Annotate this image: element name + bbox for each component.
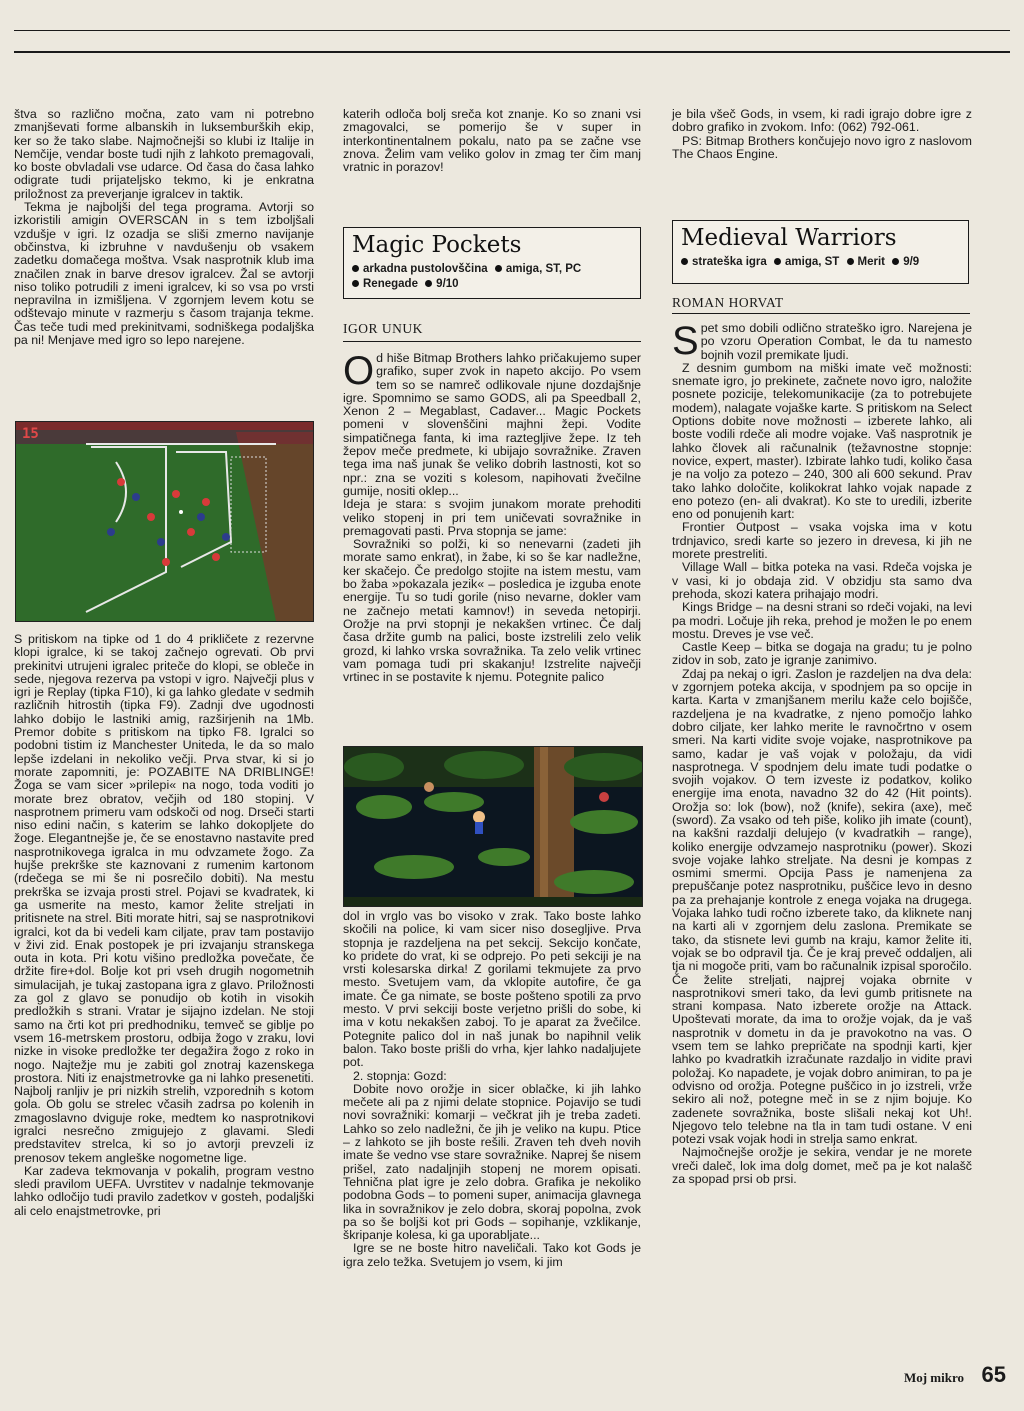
dropcap-o: O — [343, 349, 375, 393]
col3-paragraph-2: PS: Bitmap Brothers končujejo novo igro z naslovom The Chaos Engine. — [672, 133, 972, 161]
col3-paragraph-5: Frontier Outpost – vsaka vojska ima v kotu trdnjavico, sredi karte so jezero in drevesa, ki jih ne morete prestreliti. — [672, 520, 972, 562]
bullet-icon — [892, 258, 899, 265]
col2-paragraph-5: dol in vrglo vas bo visoko v zrak. Tako boste lahko skočili na police, ki vam sicer niso dosegljive. Prva stopnja je razdeljena na pet sekcij. Sekcijo končate, ko pridete do vrat, ki se odprejo. Po peti sekciji je na vrsti kolesarska dirka! Z gorilami tekmujete za prvo mesto. Svetujem vam, da vklopite autofire, če ga imate. Če ga nimate, se boste pošteno spotili za prvo mesto. V prvi sekciji boste verjetno prišli do sobe, ki ima v kotu nekakšen zaboj. To je aparat za žvečilce. Potegnite palico dol in naš junak bo napihnil velik balon. Tako boste prišli do vrha, kjer lahko nadaljujete pot. — [343, 909, 641, 1070]
page-number: 65 — [981, 1362, 1006, 1387]
dropcap-s: S — [672, 319, 699, 363]
magic-pockets-title: Magic Pockets — [352, 232, 522, 258]
article-column-2-lower — [343, 910, 641, 1269]
bullet-icon — [495, 265, 502, 272]
col3-paragraph-4: Z desnim gumbom na miški imate več možnosti: snemate igro, jo prekinete, začnete novo igro, naložite posnete pozicije, telekomunikacije (za to potrebujete modem), nalagate vojaške karte. S pritiskom na Select Options dobite nove možnosti – izberete lahko, ali boste vodili rdeče ali modre vojake. Vaš nasprotnik je lahko človek ali računalnik (težavnostne stopnje: novice, expert, master). Izbirate lahko tudi, koliko časa je na voljo za potezo – 240, 300 ali 600 sekund. Prav tako lahko določite, kolikokrat lahko vojak napade z eno potezo (en- ali dvakrat). Ko ste to uredili, izberite eno od ponujenih kart: — [672, 360, 972, 522]
bullet-icon — [352, 265, 359, 272]
magazine-name: Moj mikro — [903, 1370, 964, 1385]
col3-paragraph-3: Spet smo dobili odlično strateško igro. Narejena je po vzoru Operation Combat, le da tu namesto bojnih vozil premikate ljudi. — [672, 319, 972, 363]
soccer-game-screenshot — [15, 421, 314, 622]
col2-paragraph-7: Dobite novo orožje in sicer oblačke, ki jih lahko mečete ali pa z njimi delate stopnice. Pojavijo se tudi novi sovražniki: komarji – večkrat jih je treba zadeti. Lahko so zelo nadležni, če jih je veliko na kupu. Ptice – z lahkoto se jih boste rešili. Zraven teh dveh novih imate še vedno vse stare sovražnike. Naprej še nisem prišel, zato nadaljnjih stopenj ne morem opisati. Tehnična plat igre je zelo dobra. Grafika je nekoliko podobna Gods – to pomeni super, animacija glavnega lika in sovražnikov je zelo dobra, skoraj popolna, zvok pa so še boljši kot pri Gods – sopihanje, vzklikanje, škripanje kolesa, ki ga uporabljate... — [343, 1081, 641, 1243]
col2-paragraph-4: Sovražniki so polži, ki so nenevarni (zadeti jih morate samo enkrat), in žabe, ki so še kar nadležne, ker skačejo. Če predolgo stojite na istem mestu, vam bo žaba »pokazala jezik« – posledica je izguba enote energije. Tu so tudi gorile (niso nevarne, dokler vam ne začnejo metati kamnov!) in seveda netopirji. Orožje na prvi stopnji je nekakšen vrtinec. Če dalj časa držite gumb na palici, boste izstrelili zelo velik grozd, ki lahko vrska sovražnika. Ta zelo velik vrtinec vam pomaga tudi pri skakanju! Izstrelite največji vrtinec in se postavite k njemu. Potegnite palico — [343, 537, 641, 685]
col2-paragraph-3: Ideja je stara: s svojim junakom morate prehoditi veliko stopenj in pri tem uničevati sovražnike in premagovati pasti. Prva stopnja se jame: — [343, 497, 641, 538]
col3-paragraph-8: Castle Keep – bitka se dogaja na gradu; tu je polno zidov in sob, zato je igranje zanimivo. — [672, 640, 972, 668]
magic-pockets-meta: arkadna pustolovščina amiga, ST, PC Renegade 9/10 — [352, 262, 632, 292]
top-rule-thin — [14, 30, 1010, 31]
bullet-icon — [681, 258, 688, 265]
top-rule-thick — [14, 51, 1010, 53]
author-roman-horvat: ROMAN HORVAT — [672, 295, 784, 310]
author-igor-unuk: IGOR UNUK — [343, 321, 423, 336]
article-column-1 — [14, 108, 314, 421]
magic-pockets-screenshot — [343, 746, 643, 907]
col3-paragraph-7: Kings Bridge – na desni strani so rdeči vojaki, na levi pa modri. Ločuje jih reka, prehod je možen le po enem mostu. Dreves je vse več. — [672, 600, 972, 641]
col2-paragraph-6: 2. stopnja: Gozd: — [353, 1068, 447, 1083]
col2-paragraph-1: katerih odloča bolj sreča kot znanje. Ko so znani vsi zmagovalci, se pomerijo še v super in interkontinentalnem pokalu, nato pa se začne vse znova. Želim vam veliko golov in zmag ter čim manj vratnic in porazov! — [343, 107, 641, 175]
medieval-warriors-meta: strateška igra amiga, ST Merit 9/9 — [681, 255, 960, 270]
col3-paragraph-9: Zdaj pa nekaj o igri. Zaslon je razdeljen na dva dela: v zgornjem poteka akcija, v spodnjem pa so opcije in karta. Karta v zmanjšanem merilu kaže celo bojišče, razdeljena je na kvadratke, z njeno pomočjo lahko dobro ciljate, ker lahko merite le ravnočrtno v osem smeri. Na karti vidite svoje vojake, nasprotnikove pa samo, kadar je vaš vojak v položaju, da vidi nasprotnega. V spodnjem delu imate tudi podatke o svojih vojakov. O tem izveste iz podatkov, koliko energije ima enota, navadno 32 do 42 (Hit points). Orožja so: lok (bow), nož (knife), sekira (axe), meč (sword). Za vsako od teh piše, koliko jih imate (count), na kakšni razdalji delujejo (v kvadratkih – range), koliko energije odvzamejo nasprotniku (power). Skozi svoje vojake lahko streljate. Na desni je kompas z osmimi smermi. Opcija Pass je namenjena za prepuščanje potez nasprotniku, puščice levo in desno pa za prehajanje kontrole z enega vojaka na drugega. Vojaka lahko tudi ročno izberete tako, da kliknete nanj na karti ali v zgornjem delu zaslona. Premikate se tako, da stisnete levi gumb na kraju, kamor želite iti, vojak se bo odpravil tja. Če je kraj preveč oddaljen, ali tja ni mogoče priti, vam bo računalnik izpisal sporočilo. Če želite streljati, najprej vojaka obrnite v nasprotnikovi smeri tako, da levi gumb pritisnete na strani kompasa. Nato izberete orožje na Attack. Upoštevati morate, da ima to orožje vojak, da je vaš nasprotnik v dometu in da je pravokotno na vas. O vsem tem se lahko prepričate na spodnji karti, kjer lahko po kvadratkih izračunate razdaljo in vidite pravi položaj. Ko napadete, je vojak dobro animiran, to pa je odvisno od orožja. Potegne puščico in jo izstreli, vrže sekiro ali nož, potegne meč in se z njim bojuje. Ko zadenete sovražnika, boste slišali nekaj kot Uh!. Njegovo telo telebne na tla in tam tudi ostane. V eni potezi vsak vojak hodi in strelja samo enkrat. — [672, 666, 972, 1147]
col1-paragraph-3: S pritiskom na tipke od 1 do 4 prikličete z rezervne klopi igralce, ki se takoj začnejo ogrevati. Ob prvi prekinitvi utrujeni igralec priteče do klopi, se obleče in sede, njegova rezerva pa vstopi v igro. Največji plus v igri je Replay (tipka F10), ki ga lahko gledate v sedmih različnih hitrostih (tipka F9). Zadnji dve ugodnosti lahko dobijo le lastniki amig, razširjenih na 1Mb. Premor dobite s pritiskom na tipko F8. Igralci so podobni tistim iz Manchester Uniteda, le da so malo lepše izdelani in nekoliko večji. Prva stvar, ki si jo morate zapomniti, je: POZABITE NA DRIBLINGE! Žoga se vam sicer »prilepi« na nogo, toda voditi jo morate brez obratov, večjih od 180 stopinj. V nasprotnem primeru vam odskoči od nog. Drseči starti niso edini način, s katerim se lahko dokopljete do žoge. Elegantnejše je, če se enostavno nastavite pred nasprotnikovega igralca in mu odvzamete žogo. Za hujše prekrške ste kaznovani z rumenim kartonom (rdečega se mi še ni posrečilo dobiti). Na mestu prekrška se izvaja prosti strel. Pojavi se kvadratek, ki ga usmerite na mesto, kamor želite streljati in pritisnete na strel. Biti morate hitri, saj se nasprotnikovi igralci, kot da bi vedeli kam ciljate, prav tam postavijo v živi zid. Enak postopek je pri izvajanju stranskega outa in kota. Pri kotu višino predložka povečate, če držite fire+dol. Bolje kot pri vseh drugih nogometnih simulacijah, je tukaj zastopana igra z glavo. Priložnosti za gol z glavo se ponudijo ob kotih in visokih predložkih s strani. Vratar je sijajno izdelan. Ne stoji samo na črti kot pri predhodniku, temveč se giblje po vsem 16-metrskem prostoru, odbija žogo v zraku, lovi nizke in visoke predložke ter degažira žogo z roko in nogo. Najtežje mu je zabiti gol znotraj kazenskega prostora. Niti iz enajstmetrovke ga ni lahko presenetiti. Najbolj ranljiv je pri nizkih strelih, vzporednih s kotom gola. Ob golu se strelec včasih zadrsa po kolenih in zmagoslavno dviguje roke, medtem ko nasprotnikovi igralci nesrečno zmigujejo z glavami. Sledi predstavitev strelca, ki so jo avtorji prevzeli iz prenosov tekem angleške nogometne lige. — [14, 632, 314, 1165]
match-clock: 15 — [22, 426, 39, 442]
col1-paragraph-2: Tekma je najboljši del tega programa. Avtorji so izkoristili amigin OVERSCAN in s tem izboljšali vzdušje v igri. Iz ozadja se sliši zmerno navijanje občinstva, ki izbruhne v navdušenju ob vsakem zadetku domačega moštva. Vsak nasprotnik klub ima značilen znak in barve dresov igralcev. Žal se avtorji niso toliko potrudili z imeni igralcev, ki so vsa po vrsti nepravilna in izmišljena. V zgornjem levem kotu se odštevajo minute v razmerju s časom trajanja tekme. Čas teče tudi med prekinitvami, sodniškega podaljška pa ni! Menjave med igro so lepo narejene. — [14, 200, 314, 348]
medieval-warriors-info-box — [672, 220, 969, 284]
article-column-2 — [343, 108, 641, 174]
col1-paragraph-1: štva so različno močna, zato vam ni potrebno zmanjševati forme albanskih in luksemburških ekip, ker so že tako slabe. Najmočnejši so klubi iz Italije in Nemčije, vendar boste tudi njih z lahkoto premagovali, ko boste obvladali vse udarce. Od časa do časa lahko odigrate tudi prijateljsko tekmo, ki je enkratna priložnost za preverjanje igralcev in taktik. — [14, 107, 314, 201]
col3-paragraph-1: je bila všeč Gods, in vsem, ki radi igrajo dobre igre z dobro grafiko in zvokom. Info: (062) 792-061. — [672, 107, 972, 135]
magic-pockets-info-box — [343, 227, 641, 299]
bullet-icon — [774, 258, 781, 265]
jungle-level-image — [344, 747, 642, 906]
col2-paragraph-8: Igre se ne boste hitro naveličali. Tako kot Gods je igra zelo težka. Svetujem jo vsem, ki jim — [343, 1241, 641, 1269]
col1-paragraph-4: Kar zadeva tekmovanja v pokalih, program vestno sledi pravilom UEFA. Uvrstitev v nadalnje tekmovanje lahko odločijo tudi pravilo zadetkov v gosteh, podaljški ali celo enajstmetrovke, pri — [14, 1163, 314, 1218]
bullet-icon — [352, 280, 359, 287]
author-rule — [343, 341, 641, 342]
col3-paragraph-6: Village Wall – bitka poteka na vasi. Rdeča vojska je v vasi, ki jo obdaja zid. V obzidju sta samo dva prehoda, skozi katera prihajajo modri. — [672, 560, 972, 601]
bullet-icon — [425, 280, 432, 287]
article-column-3 — [672, 108, 972, 161]
article-column-3-body — [672, 319, 972, 1186]
soccer-pitch-image — [16, 422, 313, 621]
medieval-warriors-title: Medieval Warriors — [681, 225, 897, 251]
article-column-2-body — [343, 349, 641, 685]
col2-paragraph-2: Od hiše Bitmap Brothers lahko pričakujemo super grafiko, super zvok in napeto akcijo. Po vsem tem so se namreč odlikovale njune dozdajšnje igre. Spomnimo se samo GODS, ali pa Speedball 2, Xenon 2 – Megablast, Cadaver... Magic Pockets pomeni v slovenščini majhni žepi. Vodite simpatičnega fanta, ki ima raztegljive žepe. Iz teh žepov meče predmete, ki ubijajo sovražnike. Zraven tega ima naš junak še veliko dobrih lastnosti, kot so npr.: zna se voziti s kolesom, napihovati žvečilne gumije, nositi oklep... — [343, 349, 641, 498]
article-column-1-continued — [14, 633, 314, 1218]
bullet-icon — [847, 258, 854, 265]
author-rule — [672, 313, 970, 314]
col3-paragraph-10: Najmočnejše orožje je sekira, vendar je ne morete vreči daleč, lok ima dolg domet, meč pa je kot nalašč za spopad prsi ob prsi. — [672, 1145, 972, 1186]
